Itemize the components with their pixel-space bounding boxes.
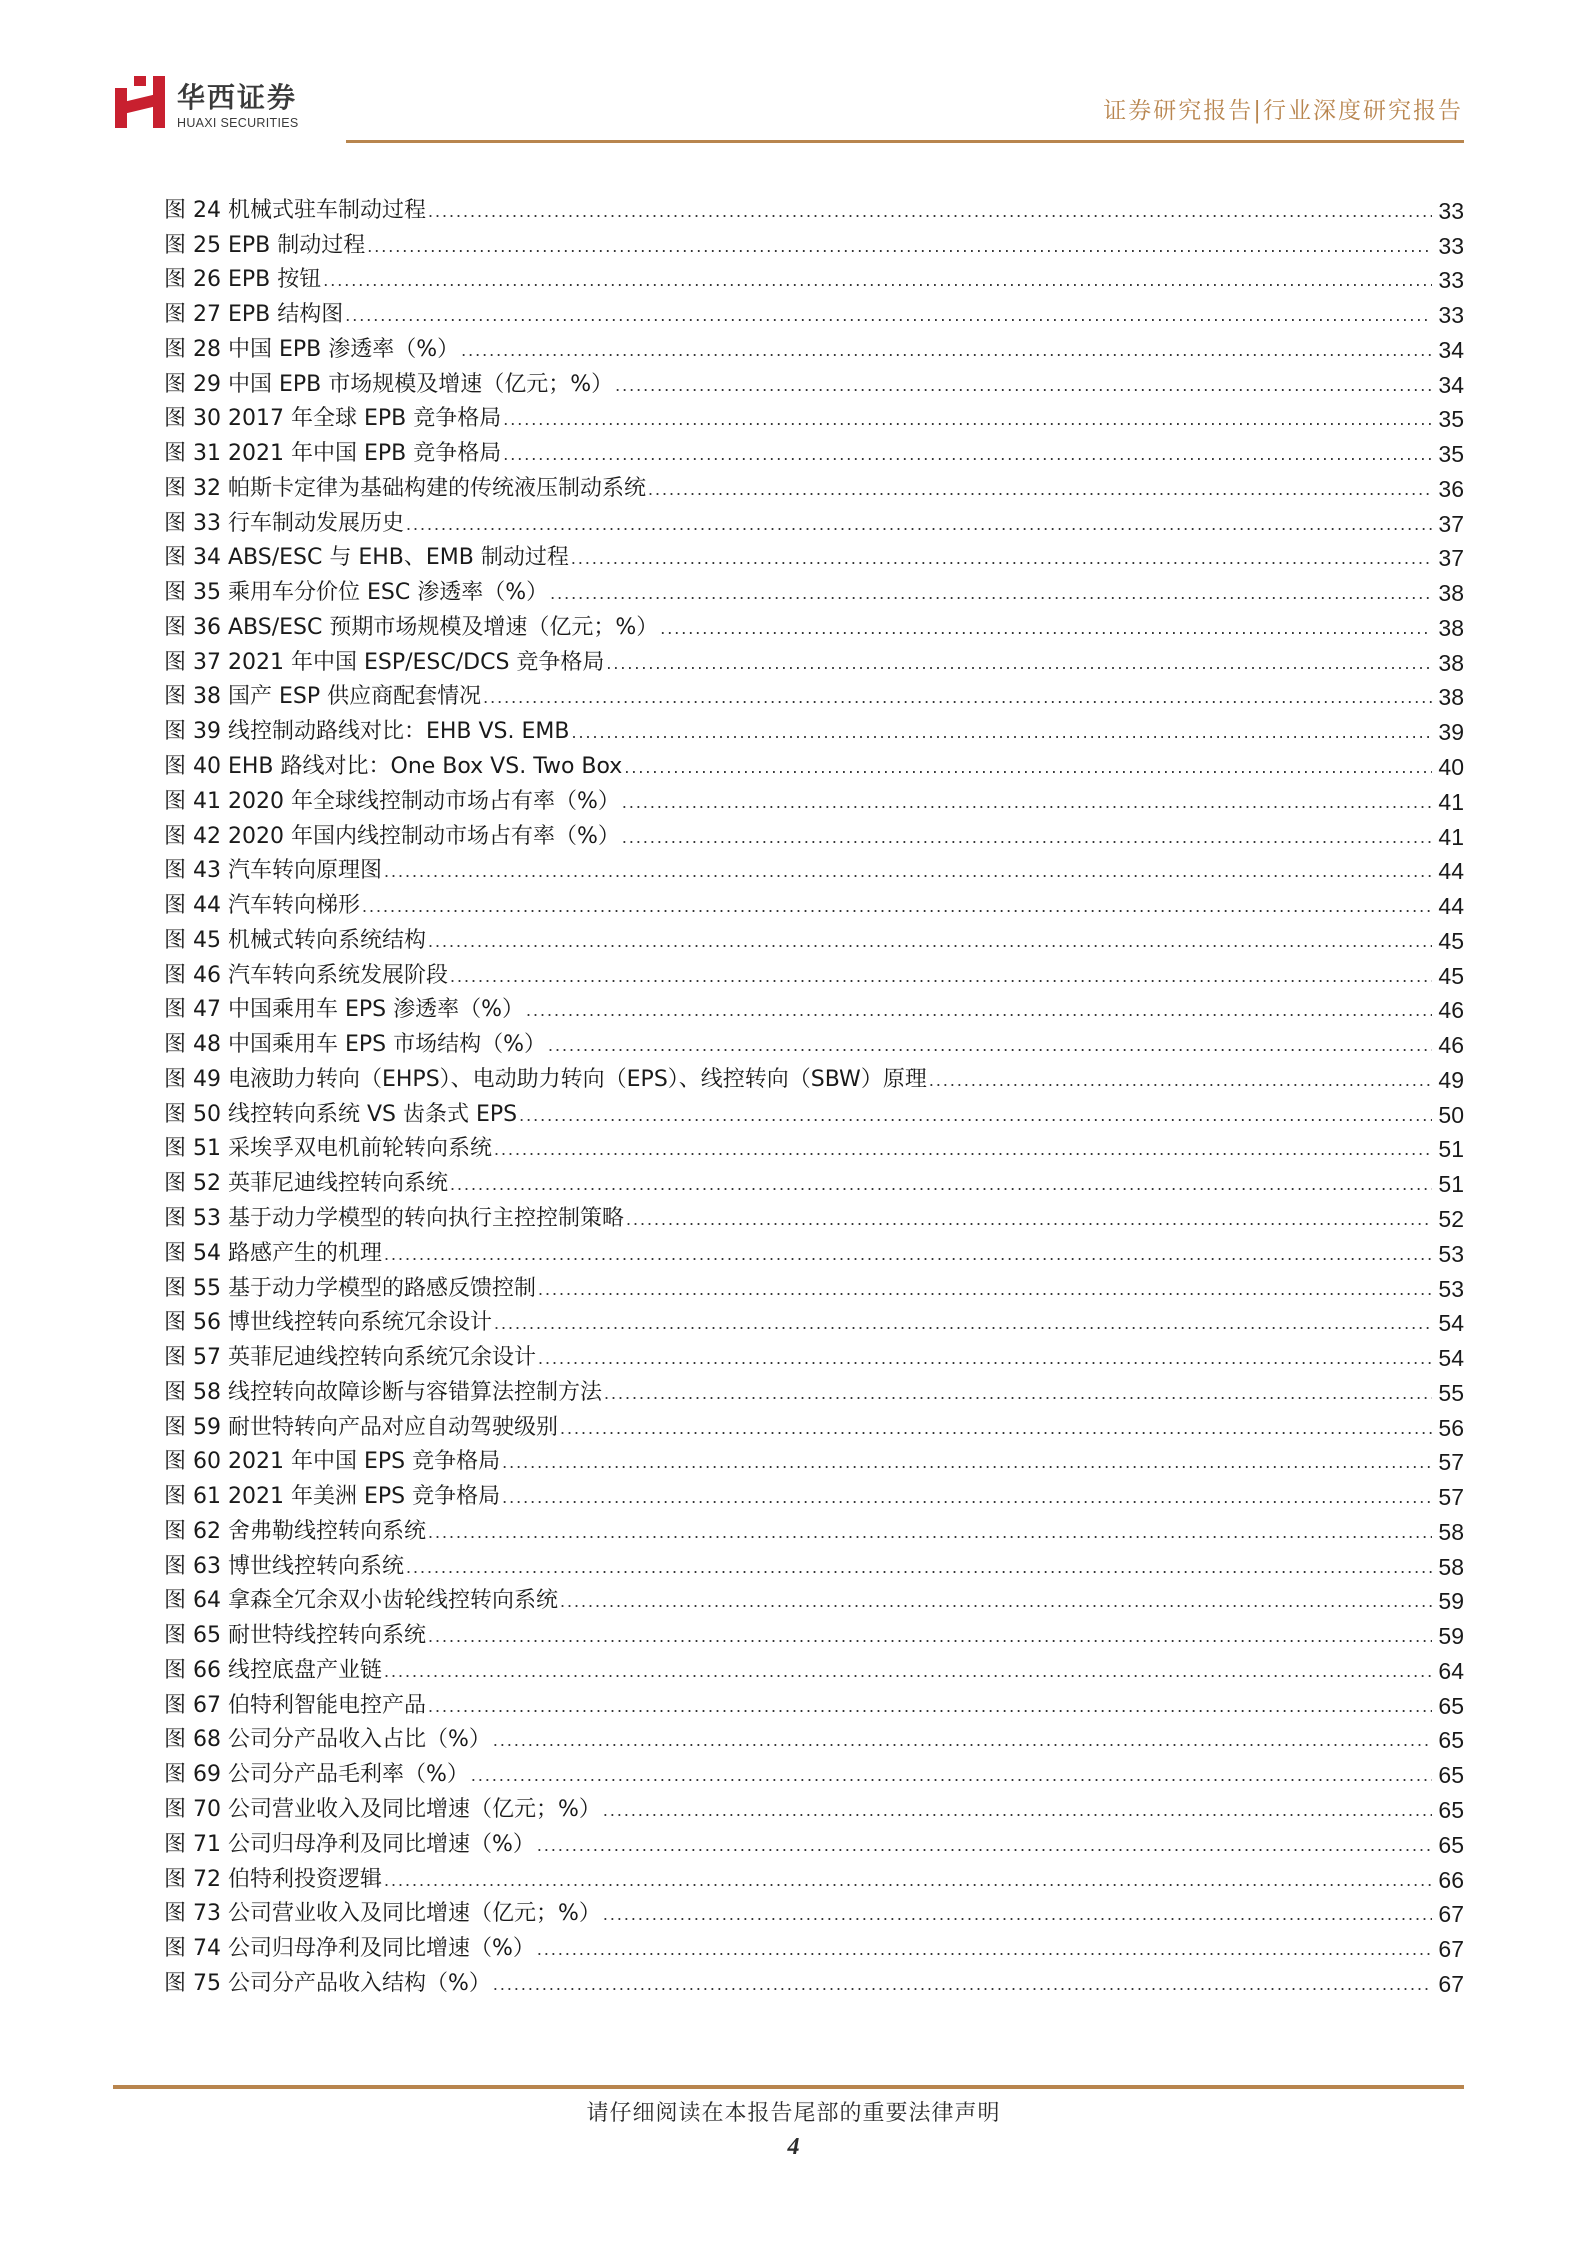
toc-entry-page: 64: [1438, 1657, 1464, 1684]
toc-entry[interactable]: [164, 1789, 1464, 1824]
toc-entry[interactable]: [164, 1442, 1464, 1477]
toc-leader-dots: [345, 301, 1432, 329]
toc-leader-dots: [572, 718, 1433, 746]
toc-entry-label: 图 33 行车制动发展历史: [164, 510, 404, 536]
toc-entry-label: 图 68 公司分产品收入占比（%）: [164, 1727, 491, 1753]
toc-leader-dots: [450, 1170, 1432, 1198]
toc-entry[interactable]: [164, 711, 1464, 746]
toc-entry-label: 图 37 2021 年中国 ESP/ESC/DCS 竞争格局: [164, 649, 605, 675]
toc-entry[interactable]: [164, 920, 1464, 955]
toc-leader-dots: [503, 405, 1432, 433]
toc-leader-dots: [461, 336, 1432, 364]
toc-entry[interactable]: [164, 1476, 1464, 1511]
toc-entry[interactable]: [164, 225, 1464, 260]
toc-leader-dots: [622, 823, 1433, 851]
toc-entry-page: 45: [1438, 927, 1464, 954]
toc-entry-label: 图 28 中国 EPB 渗透率（%）: [164, 336, 460, 362]
toc-entry-label: 图 62 舍弗勒线控转向系统: [164, 1518, 426, 1544]
toc-entry-label: 图 29 中国 EPB 市场规模及增速（亿元；%）: [164, 371, 614, 397]
toc-leader-dots: [323, 266, 1432, 294]
toc-entry-page: 41: [1438, 788, 1464, 815]
toc-entry-page: 65: [1438, 1762, 1464, 1789]
toc-leader-dots: [428, 197, 1432, 225]
toc-entry[interactable]: [164, 607, 1464, 642]
toc-entry[interactable]: [164, 1059, 1464, 1094]
toc-entry-label: 图 48 中国乘用车 EPS 市场结构（%）: [164, 1032, 547, 1058]
toc-leader-dots: [519, 1101, 1432, 1129]
toc-leader-dots: [362, 892, 1432, 920]
toc-leader-dots: [929, 1066, 1433, 1094]
toc-entry-label: 图 71 公司归母净利及同比增速（%）: [164, 1831, 535, 1857]
figure-list: [164, 190, 1464, 1998]
page-number: 4: [787, 2134, 800, 2160]
toc-entry-page: 51: [1438, 1136, 1464, 1163]
toc-entry-label: 图 70 公司营业收入及同比增速（亿元；%）: [164, 1796, 601, 1822]
toc-entry-page: 46: [1438, 997, 1464, 1024]
toc-leader-dots: [428, 1692, 1432, 1720]
toc-leader-dots: [537, 1831, 1433, 1859]
toc-leader-dots: [367, 232, 1432, 260]
footer-divider: [113, 2085, 1464, 2089]
brand-name-cn: 华西证券: [177, 81, 298, 114]
toc-leader-dots: [502, 1448, 1432, 1476]
toc-entry[interactable]: [164, 746, 1464, 781]
toc-leader-dots: [406, 1553, 1432, 1581]
toc-leader-dots: [624, 753, 1432, 781]
toc-leader-dots: [606, 649, 1432, 677]
toc-entry-label: 图 55 基于动力学模型的路感反馈控制: [164, 1275, 536, 1301]
toc-leader-dots: [406, 510, 1432, 538]
toc-leader-dots: [560, 1414, 1432, 1442]
toc-entry-page: 41: [1438, 823, 1464, 850]
toc-entry-page: 55: [1438, 1379, 1464, 1406]
toc-leader-dots: [428, 1622, 1432, 1650]
toc-entry[interactable]: [164, 294, 1464, 329]
toc-entry-label: 图 47 中国乘用车 EPS 渗透率（%）: [164, 997, 525, 1023]
toc-entry[interactable]: [164, 1754, 1464, 1789]
toc-entry-label: 图 66 线控底盘产业链: [164, 1657, 382, 1683]
toc-entry-page: 59: [1438, 1623, 1464, 1650]
toc-entry-label: 图 42 2020 年国内线控制动市场占有率（%）: [164, 823, 620, 849]
toc-entry[interactable]: [164, 677, 1464, 712]
toc-entry-page: 34: [1438, 371, 1464, 398]
toc-entry-page: 44: [1438, 858, 1464, 885]
toc-entry-page: 67: [1438, 1936, 1464, 1963]
toc-entry-label: 图 45 机械式转向系统结构: [164, 927, 426, 953]
toc-leader-dots: [622, 788, 1433, 816]
toc-entry-page: 53: [1438, 1275, 1464, 1302]
toc-entry-page: 50: [1438, 1101, 1464, 1128]
toc-leader-dots: [471, 1761, 1433, 1789]
toc-entry[interactable]: [164, 1824, 1464, 1859]
toc-entry[interactable]: [164, 1163, 1464, 1198]
toc-entry-page: 65: [1438, 1692, 1464, 1719]
toc-entry-page: 65: [1438, 1796, 1464, 1823]
brand-logo: [113, 72, 413, 136]
toc-entry-page: 38: [1438, 649, 1464, 676]
toc-entry[interactable]: [164, 1894, 1464, 1929]
toc-entry[interactable]: [164, 190, 1464, 225]
toc-entry-page: 38: [1438, 614, 1464, 641]
toc-entry[interactable]: [164, 642, 1464, 677]
toc-entry[interactable]: [164, 572, 1464, 607]
toc-entry[interactable]: [164, 1963, 1464, 1998]
toc-entry-page: 34: [1438, 336, 1464, 363]
toc-entry-label: 图 65 耐世特线控转向系统: [164, 1623, 426, 1649]
toc-entry[interactable]: [164, 851, 1464, 886]
toc-entry-label: 图 61 2021 年美洲 EPS 竞争格局: [164, 1484, 501, 1510]
huaxi-logo-icon: [113, 74, 167, 130]
toc-leader-dots: [615, 371, 1432, 399]
toc-entry-page: 37: [1438, 510, 1464, 537]
toc-entry-page: 33: [1438, 232, 1464, 259]
toc-leader-dots: [660, 614, 1432, 642]
toc-entry-page: 49: [1438, 1066, 1464, 1093]
toc-leader-dots: [483, 683, 1432, 711]
toc-entry[interactable]: [164, 1303, 1464, 1338]
toc-entry[interactable]: [164, 955, 1464, 990]
toc-entry-page: 40: [1438, 754, 1464, 781]
toc-leader-dots: [493, 1726, 1433, 1754]
toc-entry-label: 图 49 电液助力转向（EHPS）、电动助力转向（EPS）、线控转向（SBW）原理: [164, 1066, 927, 1092]
toc-entry-page: 46: [1438, 1032, 1464, 1059]
toc-entry[interactable]: [164, 1685, 1464, 1720]
toc-entry[interactable]: [164, 1372, 1464, 1407]
report-type: 证券研究报告|行业深度研究报告: [1103, 98, 1463, 124]
toc-entry[interactable]: [164, 329, 1464, 364]
toc-leader-dots: [384, 857, 1432, 885]
toc-leader-dots: [502, 1483, 1432, 1511]
toc-leader-dots: [604, 1379, 1432, 1407]
toc-entry-label: 图 26 EPB 按钮: [164, 267, 322, 293]
toc-entry[interactable]: [164, 468, 1464, 503]
toc-entry-page: 65: [1438, 1727, 1464, 1754]
toc-entry-page: 51: [1438, 1171, 1464, 1198]
toc-entry[interactable]: [164, 1859, 1464, 1894]
toc-entry-label: 图 63 博世线控转向系统: [164, 1553, 404, 1579]
toc-entry[interactable]: [164, 1546, 1464, 1581]
toc-entry-page: 66: [1438, 1866, 1464, 1893]
toc-entry[interactable]: [164, 1720, 1464, 1755]
toc-leader-dots: [384, 1657, 1432, 1685]
toc-entry[interactable]: [164, 1024, 1464, 1059]
toc-leader-dots: [494, 1135, 1432, 1163]
toc-entry-page: 39: [1438, 719, 1464, 746]
toc-leader-dots: [560, 1587, 1432, 1615]
toc-entry-page: 33: [1438, 267, 1464, 294]
toc-leader-dots: [538, 1344, 1432, 1372]
toc-entry[interactable]: [164, 1094, 1464, 1129]
toc-entry-label: 图 41 2020 年全球线控制动市场占有率（%）: [164, 788, 620, 814]
toc-entry-page: 38: [1438, 580, 1464, 607]
toc-entry[interactable]: [164, 1233, 1464, 1268]
toc-leader-dots: [526, 996, 1432, 1024]
toc-entry-label: 图 31 2021 年中国 EPB 竞争格局: [164, 441, 502, 467]
toc-entry[interactable]: [164, 399, 1464, 434]
toc-entry-label: 图 52 英菲尼迪线控转向系统: [164, 1171, 448, 1197]
toc-entry-page: 57: [1438, 1449, 1464, 1476]
toc-entry-label: 图 35 乘用车分价位 ESC 渗透率（%）: [164, 580, 549, 606]
toc-leader-dots: [503, 440, 1432, 468]
toc-entry[interactable]: [164, 1511, 1464, 1546]
toc-entry[interactable]: [164, 1198, 1464, 1233]
toc-entry-label: 图 75 公司分产品收入结构（%）: [164, 1970, 491, 1996]
toc-leader-dots: [550, 579, 1432, 607]
toc-entry-label: 图 74 公司归母净利及同比增速（%）: [164, 1936, 535, 1962]
toc-entry-label: 图 30 2017 年全球 EPB 竞争格局: [164, 406, 502, 432]
toc-entry-page: 38: [1438, 684, 1464, 711]
toc-entry-page: 58: [1438, 1553, 1464, 1580]
toc-leader-dots: [450, 962, 1432, 990]
toc-leader-dots: [537, 1935, 1433, 1963]
toc-leader-dots: [538, 1275, 1432, 1303]
toc-leader-dots: [571, 544, 1433, 572]
legal-disclaimer: 请仔细阅读在本报告尾部的重要法律声明: [586, 2101, 1001, 2126]
toc-entry-label: 图 72 伯特利投资逻辑: [164, 1866, 382, 1892]
toc-entry[interactable]: [164, 260, 1464, 295]
toc-entry-page: 58: [1438, 1518, 1464, 1545]
toc-entry-label: 图 34 ABS/ESC 与 EHB、EMB 制动过程: [164, 545, 569, 571]
toc-leader-dots: [384, 1866, 1432, 1894]
toc-entry-label: 图 59 耐世特转向产品对应自动驾驶级别: [164, 1414, 558, 1440]
toc-entry-page: 56: [1438, 1414, 1464, 1441]
toc-entry[interactable]: [164, 1129, 1464, 1164]
toc-entry-page: 53: [1438, 1240, 1464, 1267]
toc-entry-label: 图 43 汽车转向原理图: [164, 858, 382, 884]
toc-entry-label: 图 46 汽车转向系统发展阶段: [164, 962, 448, 988]
toc-entry[interactable]: [164, 1615, 1464, 1650]
toc-entry[interactable]: [164, 433, 1464, 468]
toc-entry-label: 图 54 路感产生的机理: [164, 1240, 382, 1266]
toc-entry-label: 图 53 基于动力学模型的转向执行主控控制策略: [164, 1205, 624, 1231]
toc-entry[interactable]: [164, 1407, 1464, 1442]
toc-leader-dots: [428, 1518, 1432, 1546]
toc-entry[interactable]: [164, 503, 1464, 538]
toc-entry[interactable]: [164, 885, 1464, 920]
toc-entry-label: 图 32 帕斯卡定律为基础构建的传统液压制动系统: [164, 475, 646, 501]
toc-entry-page: 54: [1438, 1345, 1464, 1372]
toc-entry-page: 67: [1438, 1901, 1464, 1928]
toc-entry-page: 44: [1438, 893, 1464, 920]
toc-leader-dots: [626, 1205, 1432, 1233]
toc-leader-dots: [603, 1796, 1433, 1824]
toc-leader-dots: [494, 1309, 1432, 1337]
toc-entry-page: 57: [1438, 1484, 1464, 1511]
toc-entry-label: 图 24 机械式驻车制动过程: [164, 197, 426, 223]
toc-entry-label: 图 25 EPB 制动过程: [164, 232, 366, 258]
toc-entry-page: 52: [1438, 1205, 1464, 1232]
brand-name-en: HUAXI SECURITIES: [177, 116, 299, 130]
toc-entry[interactable]: [164, 1928, 1464, 1963]
toc-leader-dots: [428, 927, 1432, 955]
toc-entry[interactable]: [164, 990, 1464, 1025]
toc-leader-dots: [548, 1031, 1432, 1059]
toc-entry[interactable]: [164, 816, 1464, 851]
page-header: [0, 0, 1587, 150]
toc-entry-page: 33: [1438, 197, 1464, 224]
toc-entry-page: 45: [1438, 962, 1464, 989]
toc-entry-label: 图 39 线控制动路线对比：EHB VS. EMB: [164, 719, 570, 745]
toc-entry-label: 图 50 线控转向系统 VS 齿条式 EPS: [164, 1101, 518, 1127]
toc-entry[interactable]: [164, 1337, 1464, 1372]
toc-entry[interactable]: [164, 1268, 1464, 1303]
toc-entry[interactable]: [164, 1650, 1464, 1685]
toc-entry-page: 36: [1438, 475, 1464, 502]
toc-entry-label: 图 58 线控转向故障诊断与容错算法控制方法: [164, 1379, 602, 1405]
toc-entry-label: 图 67 伯特利智能电控产品: [164, 1692, 426, 1718]
toc-entry-label: 图 27 EPB 结构图: [164, 302, 344, 328]
toc-leader-dots: [384, 1240, 1432, 1268]
toc-entry-label: 图 38 国产 ESP 供应商配套情况: [164, 684, 482, 710]
toc-entry-label: 图 51 采埃孚双电机前轮转向系统: [164, 1136, 492, 1162]
toc-leader-dots: [493, 1970, 1433, 1998]
toc-entry-label: 图 69 公司分产品毛利率（%）: [164, 1762, 469, 1788]
toc-entry[interactable]: [164, 781, 1464, 816]
toc-entry-label: 图 73 公司营业收入及同比增速（亿元；%）: [164, 1901, 601, 1927]
toc-entry-label: 图 57 英菲尼迪线控转向系统冗余设计: [164, 1345, 536, 1371]
toc-entry[interactable]: [164, 538, 1464, 573]
toc-entry-page: 67: [1438, 1970, 1464, 1997]
header-divider: [346, 140, 1464, 143]
toc-entry-label: 图 64 拿森全冗余双小齿轮线控转向系统: [164, 1588, 558, 1614]
toc-entry-page: 65: [1438, 1831, 1464, 1858]
toc-leader-dots: [603, 1900, 1433, 1928]
toc-entry-page: 59: [1438, 1588, 1464, 1615]
toc-entry-label: 图 44 汽车转向梯形: [164, 893, 360, 919]
toc-leader-dots: [648, 475, 1432, 503]
toc-entry-page: 35: [1438, 441, 1464, 468]
toc-entry[interactable]: [164, 1581, 1464, 1616]
toc-entry-label: 图 56 博世线控转向系统冗余设计: [164, 1310, 492, 1336]
toc-entry[interactable]: [164, 364, 1464, 399]
toc-entry-page: 33: [1438, 302, 1464, 329]
toc-entry-page: 35: [1438, 406, 1464, 433]
toc-entry-page: 37: [1438, 545, 1464, 572]
toc-entry-label: 图 40 EHB 路线对比：One Box VS. Two Box: [164, 754, 623, 780]
toc-entry-page: 54: [1438, 1310, 1464, 1337]
toc-entry-label: 图 36 ABS/ESC 预期市场规模及增速（亿元；%）: [164, 614, 659, 640]
toc-entry-label: 图 60 2021 年中国 EPS 竞争格局: [164, 1449, 501, 1475]
